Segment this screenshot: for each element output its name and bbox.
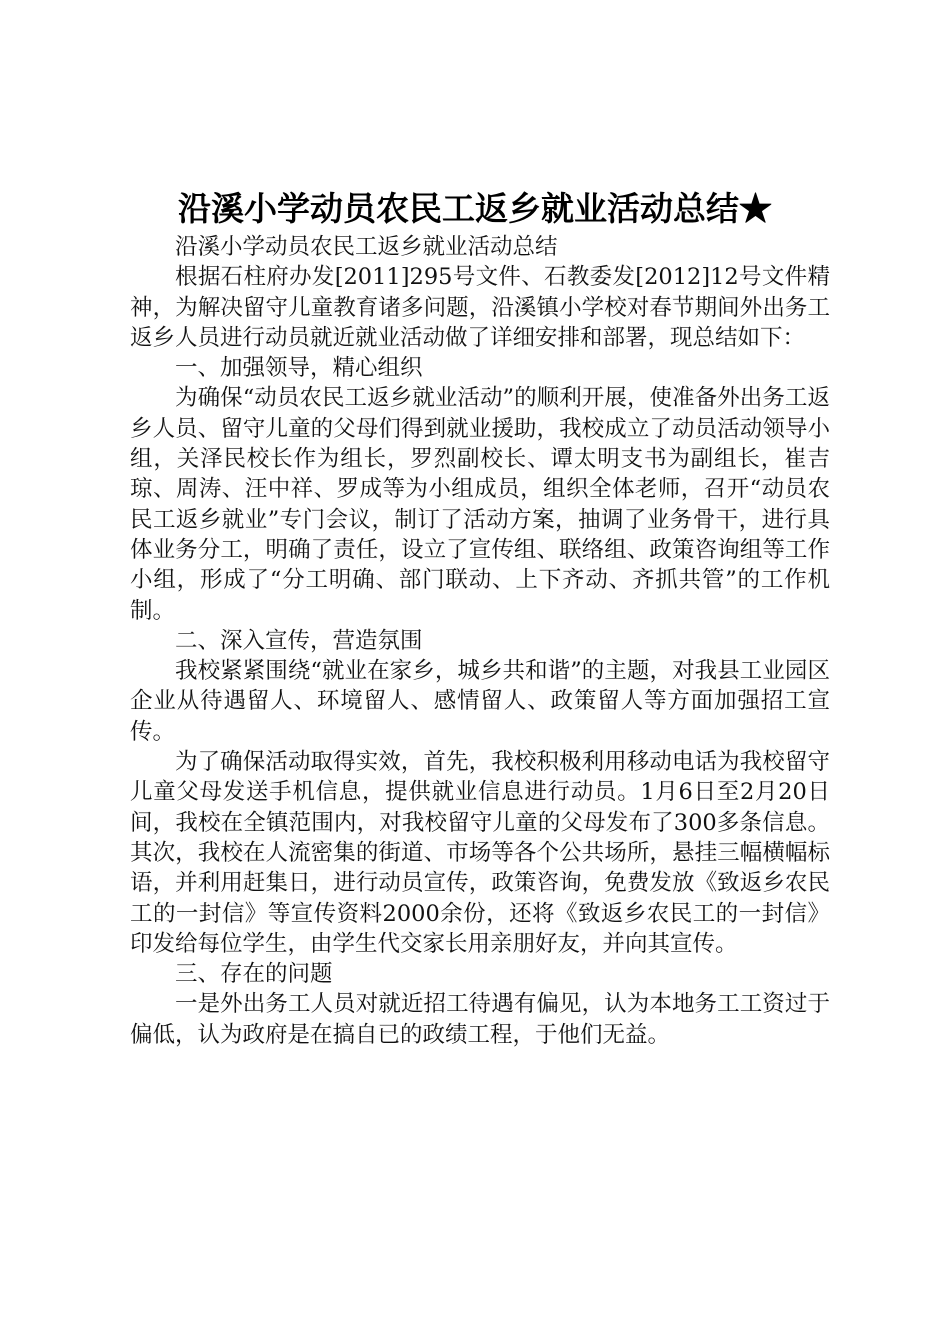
- paragraph-section-2a: 我校紧紧围绕“就业在家乡，城乡共和谐”的主题，对我县工业园区企业从待遇留人、环境留人、感情留人、政策留人等方面加强招工宣传。: [130, 658, 830, 745]
- section-heading-2: 二、深入宣传，营造氛围: [175, 627, 423, 654]
- section-heading-1: 一、加强领导，精心组织: [175, 355, 423, 382]
- paragraph-section-3: 一是外出务工人员对就近招工待遇有偏见，认为本地务工工资过于偏低，认为政府是在搞自已的政绩工程，于他们无益。: [130, 991, 830, 1048]
- document-body: [130, 232, 830, 1050]
- section-heading-3: 三、存在的问题: [175, 961, 333, 988]
- document-subtitle: 沿溪小学动员农民工返乡就业活动总结: [175, 234, 558, 260]
- document-title: 沿溪小学动员农民工返乡就业活动总结★: [178, 189, 772, 228]
- paragraph-section-2b: 为了确保活动取得实效，首先，我校积极利用移动电话为我校留守儿童父母发送手机信息，提供就业信息进行动员。1月6日至2月20日间，我校在全镇范围内，对我校留守儿童的父母发布了300多条信息。其次，我校在人流密集的街道、市场等各个公共场所，悬挂三幅横幅标语，并利用赶集日，进行动员宣传，政策咨询，免费发放《致返乡农民工的一封信》等宣传资料2000余份，还将《致返乡农民工的一封信》印发给每位学生，由学生代交家长用亲朋好友，并向其宣传。: [130, 749, 830, 957]
- paragraph-section-1: 为确保“动员农民工返乡就业活动”的顺利开展，使准备外出务工返乡人员、留守儿童的父母们得到就业援助，我校成立了动员活动领导小组，关泽民校长作为组长，罗烈副校长、谭太明支书为副组长，崔吉琼、周涛、汪中祥、罗成等为小组成员，组织全体老师，召开“动员农民工返乡就业”专门会议，制订了活动方案，抽调了业务骨干，进行具体业务分工，明确了责任，设立了宣传组、联络组、政策咨询组等工作小组，形成了“分工明确、部门联动、上下齐动、齐抓共管”的工作机制。: [130, 385, 830, 624]
- paragraph-intro: 根据石柱府办发[2011]295号文件、石教委发[2012]12号文件精神，为解决留守儿童教育诸多问题，沿溪镇小学校对春节期间外出务工返乡人员进行动员就近就业活动做了详细安排和部署，现总结如下：: [130, 264, 830, 351]
